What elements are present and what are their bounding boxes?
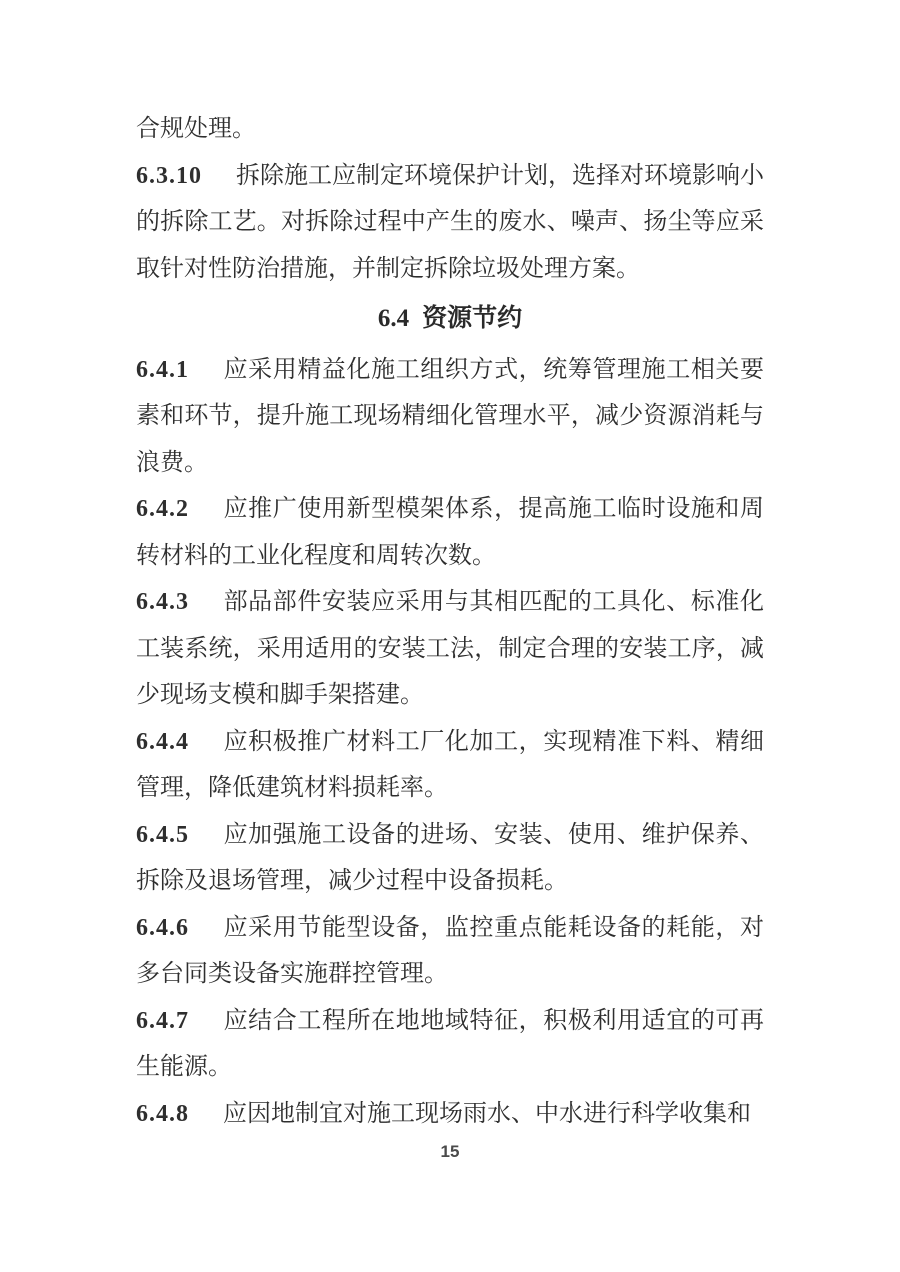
clause-paragraph bbox=[136, 998, 764, 1091]
clause-number: 6.4.2 bbox=[136, 496, 189, 522]
section-heading-number: 6.4 bbox=[377, 305, 410, 332]
clause-text: 应积极推广材料工厂化加工，实现精准下料、精细管理，降低建筑材料损耗率。 bbox=[136, 728, 764, 801]
clause-text: 应采用节能型设备，监控重点能耗设备的耗能，对多台同类设备实施群控管理。 bbox=[136, 914, 764, 987]
clause-number: 6.4.6 bbox=[136, 914, 189, 941]
clause-text: 应推广使用新型模架体系，提高施工临时设施和周转材料的工业化程度和周转次数。 bbox=[136, 496, 764, 569]
document-body bbox=[136, 106, 764, 1137]
clause-text: 应结合工程所在地地域特征，积极利用适宜的可再生能源。 bbox=[136, 1007, 764, 1080]
continuation-paragraph bbox=[136, 106, 764, 153]
clause-text: 合规处理。 bbox=[136, 116, 256, 142]
page-footer bbox=[0, 1142, 900, 1162]
clause-number: 6.4.1 bbox=[136, 356, 189, 383]
clause-text: 应因地制宜对施工现场雨水、中水进行科学收集和 bbox=[223, 1100, 751, 1127]
clause-number: 6.4.7 bbox=[136, 1007, 189, 1034]
clause-paragraph bbox=[136, 719, 764, 812]
clause-number: 6.3.10 bbox=[136, 162, 202, 189]
clause-paragraph bbox=[136, 1091, 764, 1138]
clause-paragraph bbox=[136, 153, 764, 293]
section-heading-title: 资源节约 bbox=[422, 305, 523, 332]
clause-text: 应采用精益化施工组织方式，统筹管理施工相关要素和环节，提升施工现场精细化管理水平，减少资源消耗与浪费。 bbox=[136, 356, 764, 476]
clause-text: 部品部件安装应采用与其相匹配的工具化、标准化工装系统，采用适用的安装工法，制定合理的安装工序，减少现场支模和脚手架搭建。 bbox=[136, 589, 764, 708]
clause-text: 应加强施工设备的进场、安装、使用、维护保养、拆除及退场管理，减少过程中设备损耗。 bbox=[136, 821, 764, 894]
clause-paragraph bbox=[136, 579, 764, 719]
page-number: 15 bbox=[440, 1142, 460, 1161]
clause-number: 6.4.5 bbox=[136, 821, 189, 848]
clause-number: 6.4.8 bbox=[136, 1100, 189, 1127]
clause-paragraph bbox=[136, 905, 764, 998]
clause-paragraph bbox=[136, 347, 764, 487]
clause-paragraph bbox=[136, 486, 764, 579]
clause-text: 拆除施工应制定环境保护计划，选择对环境影响小的拆除工艺。对拆除过程中产生的废水、噪声、扬尘等应采取针对性防治措施，并制定拆除垃圾处理方案。 bbox=[136, 162, 764, 282]
clause-paragraph bbox=[136, 812, 764, 905]
clause-number: 6.4.3 bbox=[136, 589, 189, 615]
clause-number: 6.4.4 bbox=[136, 728, 189, 755]
section-heading bbox=[136, 296, 764, 343]
